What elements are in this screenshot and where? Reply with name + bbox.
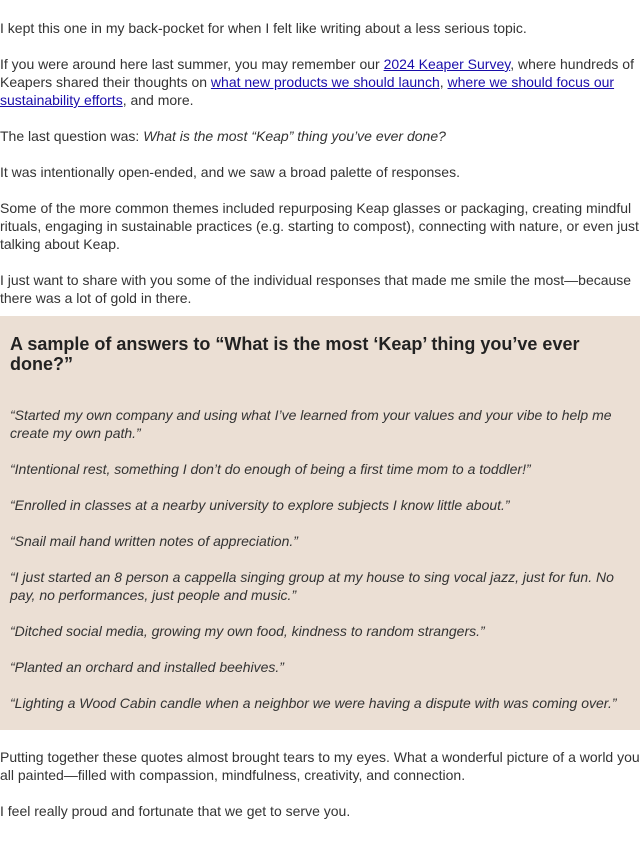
- gratitude-paragraph: I feel really proud and fortunate that we get to serve you.: [0, 803, 351, 819]
- quote-item: “Enrolled in classes at a nearby university to explore subjects I know little about.”: [10, 497, 510, 513]
- reflection-paragraph: Putting together these quotes almost brought tears to my eyes. What a wonderful picture of a world you all painted—filled with compassion, mindfulness, creativity, and connection.: [0, 749, 640, 783]
- survey-question: What is the most “Keap” thing you’ve ever done?: [143, 128, 446, 144]
- quote-item: “Lighting a Wood Cabin candle when a neighbor we were having a dispute with was coming over.”: [10, 695, 617, 711]
- themes-paragraph: Some of the more common themes included repurposing Keap glasses or packaging, creating mindful rituals, engaging in sustainable practices (e.g. starting to compost), connecting with nature, or even just talking about Keap.: [0, 200, 639, 252]
- quote-item: “Started my own company and using what I’ve learned from your values and your vibe to help me create my own path.”: [10, 407, 612, 441]
- survey-text-3: ,: [439, 74, 448, 90]
- open-ended-paragraph: It was intentionally open-ended, and we saw a broad palette of responses.: [0, 164, 460, 180]
- keaper-survey-link[interactable]: 2024 Keaper Survey: [383, 56, 511, 72]
- quote-item: “Planted an orchard and installed beehives.”: [10, 659, 284, 675]
- quote-item: “Intentional rest, something I don’t do enough of being a first time mom to a toddler!”: [10, 461, 531, 477]
- survey-text-4: , and more.: [122, 92, 194, 108]
- survey-text-2: , where hundreds of Keapers shared their thoughts on: [0, 56, 634, 90]
- last-question-lead: The last question was:: [0, 128, 144, 144]
- survey-text-1: If you were around here last summer, you may remember our: [0, 56, 384, 72]
- survey-paragraph: [0, 55, 640, 109]
- last-question-paragraph: [0, 127, 640, 145]
- intro-paragraph: I kept this one in my back-pocket for when I felt like writing about a less serious topic.: [0, 20, 527, 36]
- sustainability-link[interactable]: where we should focus our sustainability efforts: [0, 74, 615, 108]
- quote-item: “I just started an 8 person a cappella singing group at my house to sing vocal jazz, just for fun. No pay, no performances, just people and music.”: [10, 569, 614, 603]
- sample-answers-box: [0, 316, 640, 730]
- sample-answers-heading: A sample of answers to “What is the most ‘Keap’ thing you’ve ever done?”: [10, 334, 580, 374]
- new-products-link[interactable]: what new products we should launch: [210, 74, 440, 90]
- quote-item: “Ditched social media, growing my own food, kindness to random strangers.”: [10, 623, 485, 639]
- share-paragraph: I just want to share with you some of the individual responses that made me smile the most—because there was a lot of gold in there.: [0, 272, 632, 306]
- quote-item: “Snail mail hand written notes of appreciation.”: [10, 533, 298, 549]
